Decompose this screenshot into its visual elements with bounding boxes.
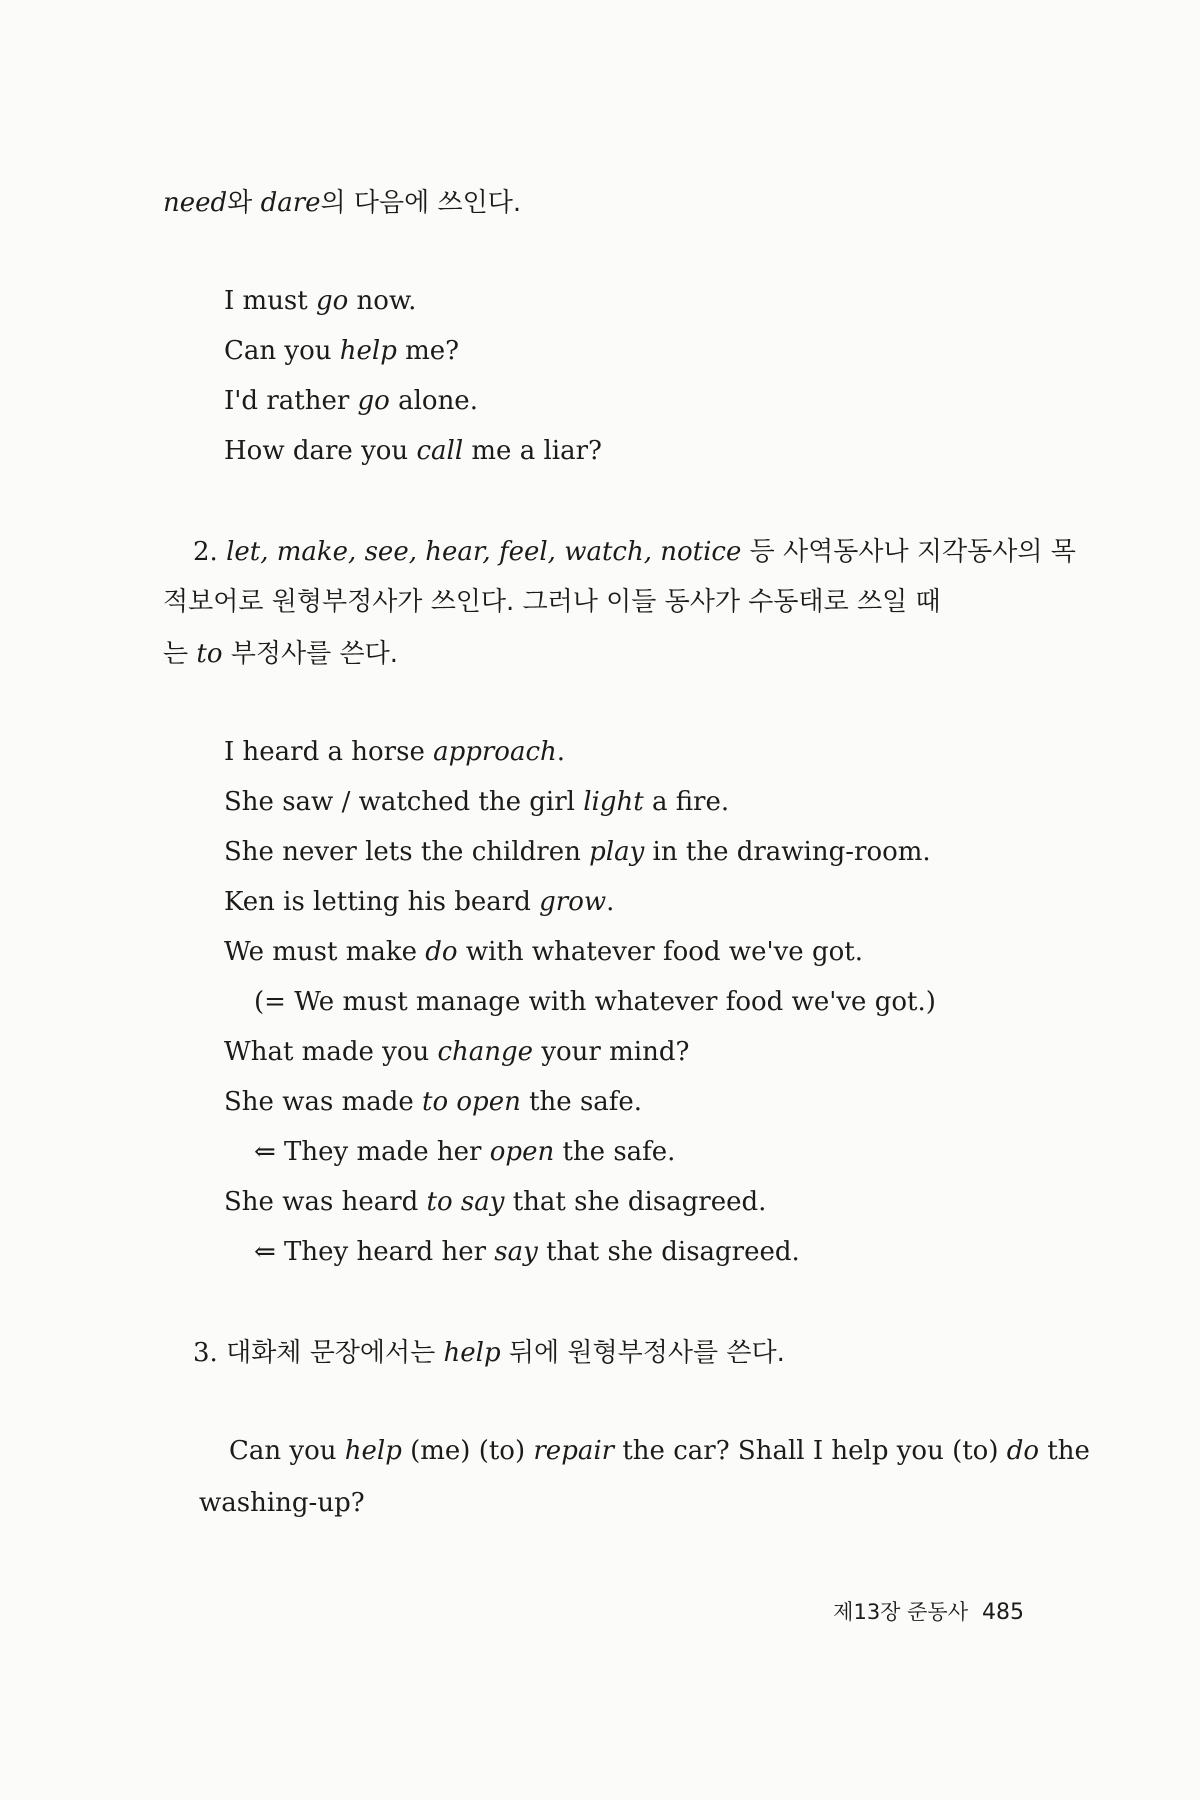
section-text: 는 bbox=[163, 639, 197, 669]
example-emphasis: help bbox=[344, 1436, 402, 1466]
example-text: Ken is letting his beard bbox=[224, 887, 540, 917]
section-3-heading bbox=[193, 1336, 785, 1370]
example-text: the bbox=[1039, 1436, 1090, 1466]
section-text: 부정사를 쓴다. bbox=[222, 639, 398, 669]
intro-rest: 의 다음에 쓰인다. bbox=[320, 188, 522, 218]
example-text: (me) (to) bbox=[401, 1436, 534, 1466]
example-line bbox=[224, 735, 565, 769]
example-emphasis: go bbox=[316, 286, 349, 316]
example-text: your mind? bbox=[533, 1037, 690, 1067]
example-line bbox=[224, 935, 863, 969]
example-line bbox=[224, 284, 416, 318]
example-emphasis: call bbox=[416, 436, 464, 466]
example-emphasis: do bbox=[1006, 1436, 1040, 1466]
example-text: the car? Shall I help you (to) bbox=[614, 1436, 1007, 1466]
example-text: She was heard bbox=[224, 1187, 427, 1217]
example-line bbox=[224, 334, 459, 368]
section-text: 등 사역동사나 지각동사의 목 bbox=[741, 537, 1076, 567]
example-text: me a liar? bbox=[463, 436, 602, 466]
example-text: Can you bbox=[224, 336, 340, 366]
example-line bbox=[224, 835, 931, 869]
example-text: (= We must manage with whatever food we've got.) bbox=[254, 987, 936, 1017]
section-emphasis: help bbox=[443, 1338, 501, 1368]
example-paraphrase bbox=[254, 985, 936, 1019]
example-emphasis: to say bbox=[426, 1187, 505, 1217]
page-number: 485 bbox=[982, 1600, 1024, 1625]
example-text: in the drawing-room. bbox=[644, 837, 931, 867]
intro-line bbox=[163, 186, 521, 220]
intro-word-need: need bbox=[163, 188, 228, 218]
section-number: 3. bbox=[193, 1338, 227, 1368]
section-2-line-2: 적보어로 원형부정사가 쓰인다. 그러나 이들 동사가 수동태로 쓰일 때 bbox=[163, 587, 941, 617]
example-line bbox=[224, 1085, 642, 1119]
example-text: ⇐ They heard her bbox=[254, 1237, 495, 1267]
example-3-line-2: washing-up? bbox=[199, 1488, 365, 1518]
example-text: the safe. bbox=[554, 1137, 676, 1167]
page-footer bbox=[833, 1597, 1024, 1628]
example-emphasis: open bbox=[489, 1137, 555, 1167]
intro-connector: 와 bbox=[227, 188, 261, 218]
example-emphasis: play bbox=[589, 837, 645, 867]
example-text: the safe. bbox=[520, 1087, 643, 1117]
verb-list: let, make, see, hear, feel, watch, notice bbox=[226, 537, 742, 567]
section-emphasis: to bbox=[196, 639, 223, 669]
example-text: that she disagreed. bbox=[537, 1237, 800, 1267]
example-text: alone. bbox=[389, 386, 478, 416]
example-emphasis: to open bbox=[422, 1087, 521, 1117]
example-emphasis: approach bbox=[433, 737, 557, 767]
section-text: 뒤에 원형부정사를 쓴다. bbox=[500, 1338, 785, 1368]
example-line bbox=[224, 384, 478, 418]
example-text: a fire. bbox=[643, 787, 730, 817]
example-text: I heard a horse bbox=[224, 737, 434, 767]
chapter-label: 제13장 준동사 bbox=[833, 1600, 968, 1624]
section-text: 대화체 문장에서는 bbox=[226, 1338, 444, 1368]
example-emphasis: grow bbox=[539, 887, 607, 917]
example-emphasis: repair bbox=[533, 1436, 615, 1466]
example-text: now. bbox=[348, 286, 417, 316]
example-text: me? bbox=[396, 336, 460, 366]
section-number: 2. bbox=[193, 537, 227, 567]
example-emphasis: light bbox=[583, 787, 644, 817]
example-text: . bbox=[606, 887, 615, 917]
example-line bbox=[224, 785, 729, 819]
example-line bbox=[224, 885, 614, 919]
section-2-line-1 bbox=[193, 535, 1076, 569]
example-emphasis: do bbox=[425, 937, 458, 967]
example-line bbox=[224, 1035, 689, 1069]
example-text: What made you bbox=[224, 1037, 438, 1067]
example-text: . bbox=[556, 737, 566, 767]
example-derivation bbox=[254, 1135, 675, 1169]
section-2-line-3 bbox=[163, 637, 398, 671]
example-text: She never lets the children bbox=[224, 837, 590, 867]
example-derivation bbox=[254, 1235, 800, 1269]
example-emphasis: change bbox=[437, 1037, 534, 1067]
intro-word-dare: dare bbox=[260, 188, 321, 218]
example-text: She saw / watched the girl bbox=[224, 787, 584, 817]
example-text: I'd rather bbox=[224, 386, 358, 416]
example-emphasis: say bbox=[494, 1237, 538, 1267]
example-3-line-1 bbox=[229, 1434, 1090, 1468]
example-emphasis: go bbox=[357, 386, 390, 416]
example-text: that she disagreed. bbox=[504, 1187, 767, 1217]
example-line bbox=[224, 1185, 766, 1219]
example-text: Can you bbox=[229, 1436, 345, 1466]
example-text: We must make bbox=[224, 937, 426, 967]
example-text: She was made bbox=[224, 1087, 423, 1117]
example-text: with whatever food we've got. bbox=[457, 937, 863, 967]
example-text: How dare you bbox=[224, 436, 417, 466]
example-text: I must bbox=[224, 286, 316, 316]
example-line bbox=[224, 434, 602, 468]
example-emphasis: help bbox=[339, 336, 397, 366]
example-text: ⇐ They made her bbox=[254, 1137, 490, 1167]
